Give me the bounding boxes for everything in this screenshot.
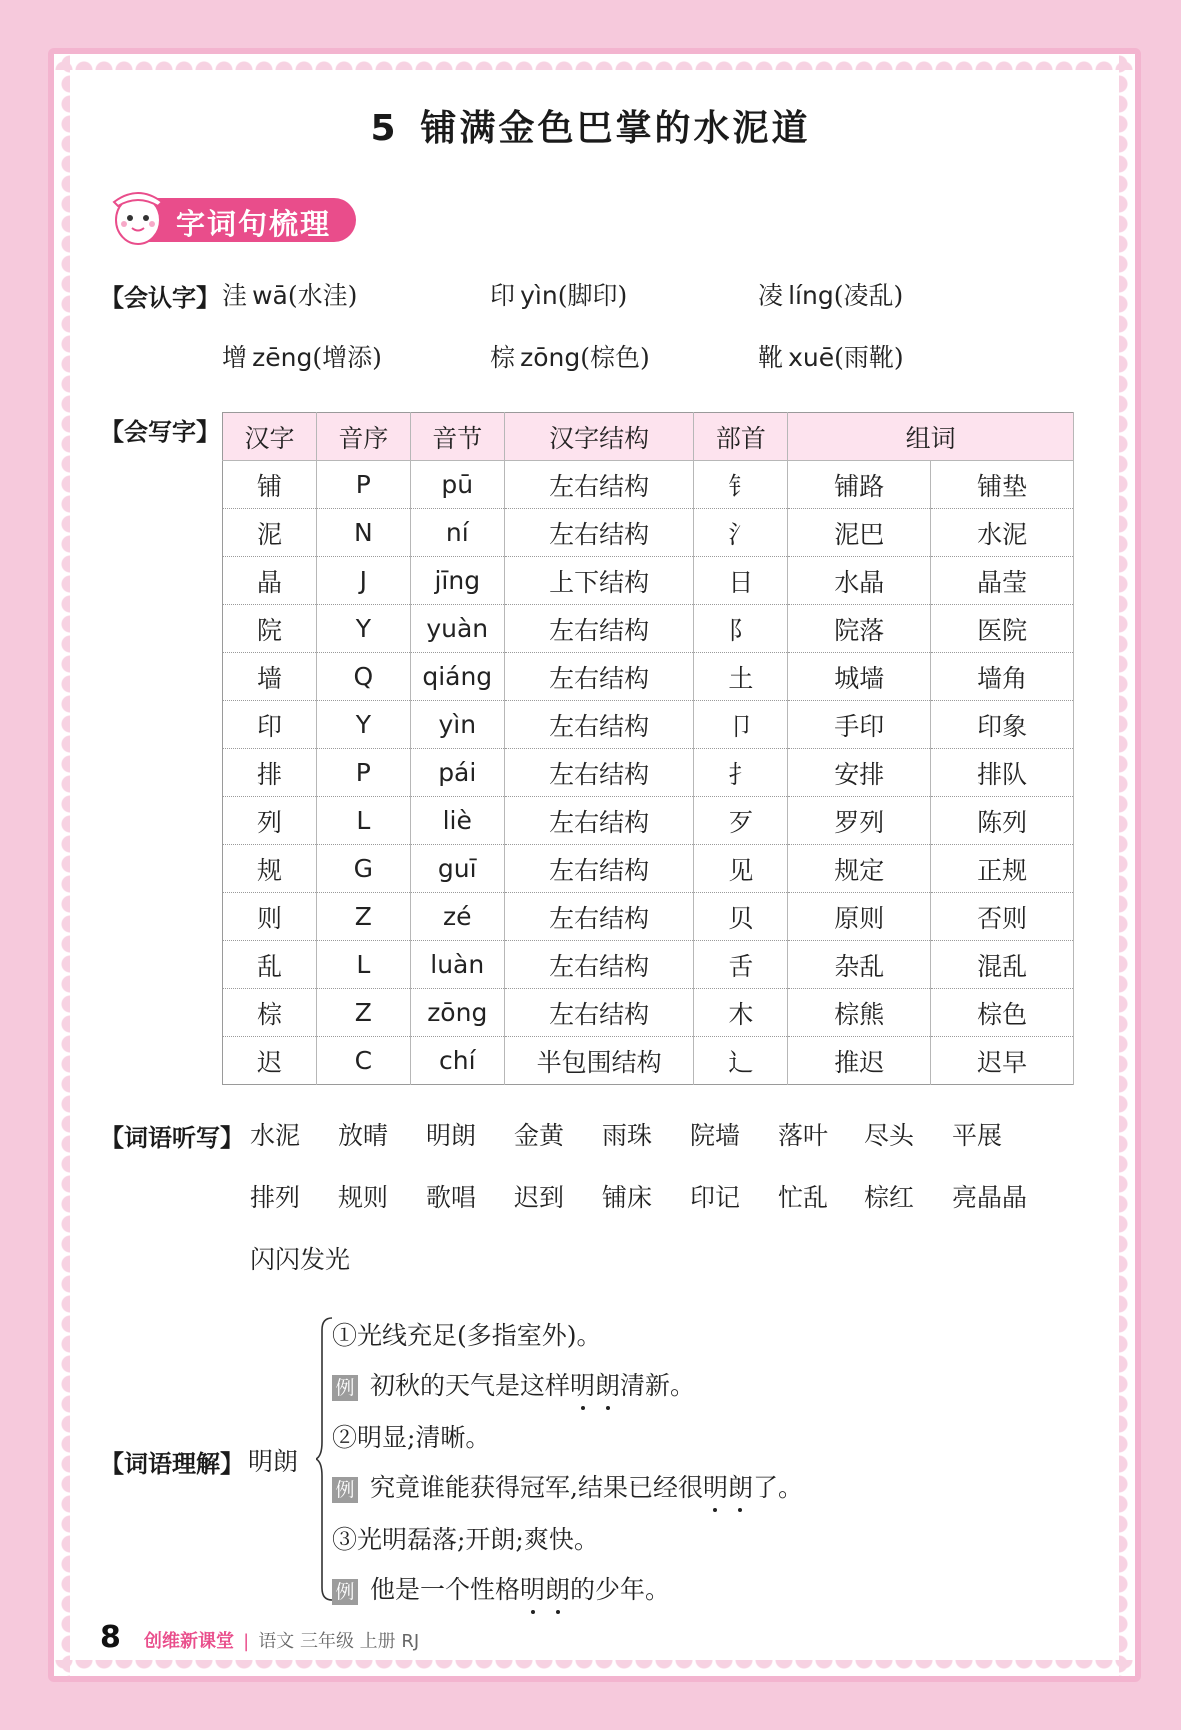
recognize-pinyin: yìn — [520, 281, 558, 310]
lesson-title-text: 铺满金色巴掌的水泥道 — [420, 108, 811, 149]
table-row — [223, 605, 1074, 653]
recognize-char: 棕 — [490, 343, 516, 372]
recognize-label: 【会认字】 — [100, 284, 220, 312]
cell-word-2: 混乱 — [931, 941, 1074, 989]
cell-radical: 土 — [694, 653, 788, 701]
cell-order: J — [316, 557, 410, 605]
cell-radical: 氵 — [694, 509, 788, 557]
cell-char: 规 — [223, 845, 317, 893]
wave-border-bottom — [54, 1660, 1135, 1676]
cell-radical: 扌 — [694, 749, 788, 797]
cell-char: 乱 — [223, 941, 317, 989]
cell-syllable: ní — [410, 509, 504, 557]
cell-order: C — [316, 1037, 410, 1085]
cell-structure: 左右结构 — [504, 749, 694, 797]
cell-word-1: 手印 — [788, 701, 931, 749]
cell-syllable: jīng — [410, 557, 504, 605]
cell-word-2: 棕色 — [931, 989, 1074, 1037]
curly-brace — [316, 1316, 334, 1602]
table-row — [223, 509, 1074, 557]
recognize-char: 靴 — [758, 343, 784, 372]
cell-order: Y — [316, 605, 410, 653]
dictation-word: 迟到 — [514, 1183, 565, 1212]
header-order: 音序 — [316, 413, 410, 461]
cell-structure: 左右结构 — [504, 845, 694, 893]
write-label: 【会写字】 — [100, 418, 220, 446]
cell-radical: 木 — [694, 989, 788, 1037]
cell-order: L — [316, 797, 410, 845]
emphasis-char: 明 — [570, 1371, 596, 1400]
cell-char: 迟 — [223, 1037, 317, 1085]
dotted-word — [703, 1473, 753, 1502]
cell-radical: 日 — [694, 557, 788, 605]
cell-order: N — [316, 509, 410, 557]
definition-2: ②明显;清晰。 — [332, 1423, 491, 1452]
cell-radical: 贝 — [694, 893, 788, 941]
lesson-title — [0, 100, 1181, 151]
recognize-pinyin: líng — [788, 281, 834, 310]
table-row — [223, 989, 1074, 1037]
cell-word-2: 迟早 — [931, 1037, 1074, 1085]
dictation-word: 平展 — [952, 1121, 1003, 1150]
example-tag: 例 — [332, 1477, 358, 1503]
cell-char: 院 — [223, 605, 317, 653]
table-row — [223, 653, 1074, 701]
example-1: 例 初秋的天气是这样明朗清新。 — [332, 1366, 695, 1402]
cell-char: 铺 — [223, 461, 317, 509]
dictation-word: 闪闪发光 — [250, 1245, 351, 1274]
cell-syllable: zé — [410, 893, 504, 941]
recognize-pinyin: zōng — [520, 343, 581, 372]
write-table — [222, 412, 1074, 1085]
cell-char: 泥 — [223, 509, 317, 557]
definition-1: ①光线充足(多指室外)。 — [332, 1321, 602, 1350]
understand-word: 明朗 — [248, 1447, 299, 1476]
wave-border-left — [54, 54, 70, 1676]
example-tag: 例 — [332, 1375, 358, 1401]
cell-syllable: zōng — [410, 989, 504, 1037]
recognize-word: (脚印) — [557, 281, 628, 310]
cell-word-1: 规定 — [788, 845, 931, 893]
cell-radical: 阝 — [694, 605, 788, 653]
cell-structure: 左右结构 — [504, 941, 694, 989]
recognize-word: (棕色) — [580, 343, 650, 372]
table-row — [223, 749, 1074, 797]
cell-char: 墙 — [223, 653, 317, 701]
cell-structure: 左右结构 — [504, 701, 694, 749]
cell-word-1: 铺路 — [788, 461, 931, 509]
recognize-item-4 — [222, 338, 382, 374]
book-info: 语文 三年级 上册 RJ — [258, 1631, 420, 1652]
cell-char: 列 — [223, 797, 317, 845]
recognize-item-1 — [222, 276, 357, 312]
cell-word-2: 铺垫 — [931, 461, 1074, 509]
header-radical: 部首 — [694, 413, 788, 461]
cell-word-1: 城墙 — [788, 653, 931, 701]
cell-structure: 左右结构 — [504, 797, 694, 845]
cell-order: G — [316, 845, 410, 893]
recognize-pinyin: xuē — [788, 343, 835, 372]
cell-syllable: guī — [410, 845, 504, 893]
cell-word-2: 墙角 — [931, 653, 1074, 701]
cell-syllable: qiáng — [410, 653, 504, 701]
cell-syllable: luàn — [410, 941, 504, 989]
page-footer — [100, 1620, 419, 1660]
recognize-pinyin: zēng — [252, 343, 313, 372]
recognize-char: 洼 — [222, 281, 248, 310]
recognize-char: 印 — [490, 281, 516, 310]
brand-name: 创维新课堂 — [143, 1631, 234, 1652]
cell-syllable: yìn — [410, 701, 504, 749]
cell-word-1: 院落 — [788, 605, 931, 653]
cell-char: 则 — [223, 893, 317, 941]
table-row — [223, 893, 1074, 941]
understand-label: 【词语理解】 — [100, 1450, 244, 1478]
cell-word-2: 水泥 — [931, 509, 1074, 557]
cell-syllable: pū — [410, 461, 504, 509]
dictation-word: 规则 — [338, 1183, 389, 1212]
cell-structure: 半包围结构 — [504, 1037, 694, 1085]
cell-char: 排 — [223, 749, 317, 797]
table-row — [223, 845, 1074, 893]
cell-radical: 舌 — [694, 941, 788, 989]
recognize-item-3 — [758, 276, 903, 312]
cell-structure: 左右结构 — [504, 509, 694, 557]
cell-word-1: 推迟 — [788, 1037, 931, 1085]
table-row — [223, 701, 1074, 749]
dictation-word: 尽头 — [864, 1121, 915, 1150]
table-row — [223, 557, 1074, 605]
cell-order: Y — [316, 701, 410, 749]
dictation-word: 排列 — [250, 1183, 301, 1212]
cell-order: L — [316, 941, 410, 989]
table-body — [223, 461, 1074, 1085]
dictation-word: 亮晶晶 — [952, 1183, 1028, 1212]
cell-syllable: chí — [410, 1037, 504, 1085]
header-char: 汉字 — [223, 413, 317, 461]
cell-radical: 卩 — [694, 701, 788, 749]
cell-structure: 左右结构 — [504, 653, 694, 701]
section-badge — [104, 196, 356, 244]
dictation-word: 棕红 — [864, 1183, 915, 1212]
cell-order: Z — [316, 989, 410, 1037]
cell-syllable: liè — [410, 797, 504, 845]
cell-word-1: 原则 — [788, 893, 931, 941]
cell-structure: 左右结构 — [504, 605, 694, 653]
table-row — [223, 797, 1074, 845]
cell-radical: 辶 — [694, 1037, 788, 1085]
dictation-word: 落叶 — [778, 1121, 829, 1150]
dictation-word: 水泥 — [250, 1121, 301, 1150]
cell-word-1: 罗列 — [788, 797, 931, 845]
cell-structure: 左右结构 — [504, 989, 694, 1037]
cell-order: Q — [316, 653, 410, 701]
cell-order: P — [316, 749, 410, 797]
cell-syllable: pái — [410, 749, 504, 797]
page-number: 8 — [100, 1620, 121, 1655]
dictation-word: 歌唱 — [426, 1183, 477, 1212]
cell-word-2: 正规 — [931, 845, 1074, 893]
dotted-word — [570, 1371, 620, 1400]
emphasis-char: 明 — [520, 1575, 546, 1604]
dictation-word: 忙乱 — [778, 1183, 829, 1212]
definition-3: ③光明磊落;开朗;爽快。 — [332, 1525, 599, 1554]
cell-word-2: 排队 — [931, 749, 1074, 797]
cell-radical: 钅 — [694, 461, 788, 509]
header-words: 组词 — [788, 413, 1074, 461]
recognize-word: (凌乱) — [833, 281, 904, 310]
dotted-word — [520, 1575, 570, 1604]
cell-word-2: 医院 — [931, 605, 1074, 653]
dictation-label: 【词语听写】 — [100, 1124, 244, 1152]
mascot-icon — [104, 186, 174, 250]
lesson-number: 5 — [370, 108, 399, 149]
table-row — [223, 461, 1074, 509]
example-2: 例 究竟谁能获得冠军,结果已经很明朗了。 — [332, 1468, 803, 1504]
example-3: 例 他是一个性格明朗的少年。 — [332, 1570, 670, 1606]
dictation-word: 放晴 — [338, 1121, 389, 1150]
cell-radical: 歹 — [694, 797, 788, 845]
cell-word-1: 棕熊 — [788, 989, 931, 1037]
recognize-item-2 — [490, 276, 627, 312]
table-header-row — [223, 413, 1074, 461]
example-tag: 例 — [332, 1579, 358, 1605]
cell-word-1: 杂乱 — [788, 941, 931, 989]
cell-word-1: 安排 — [788, 749, 931, 797]
recognize-word: (水洼) — [287, 281, 358, 310]
cell-char: 印 — [223, 701, 317, 749]
cell-word-1: 泥巴 — [788, 509, 931, 557]
cell-structure: 上下结构 — [504, 557, 694, 605]
dictation-word: 院墙 — [690, 1121, 741, 1150]
dictation-word: 明朗 — [426, 1121, 477, 1150]
wave-border-top — [54, 54, 1135, 70]
emphasis-char: 明 — [702, 1473, 728, 1502]
cell-char: 晶 — [223, 557, 317, 605]
recognize-char: 增 — [222, 343, 248, 372]
cell-char: 棕 — [223, 989, 317, 1037]
header-syllable: 音节 — [410, 413, 504, 461]
dictation-word: 印记 — [690, 1183, 741, 1212]
cell-structure: 左右结构 — [504, 893, 694, 941]
recognize-item-6 — [758, 338, 904, 374]
cell-word-2: 晶莹 — [931, 557, 1074, 605]
recognize-pinyin: wā — [252, 281, 288, 310]
cell-word-2: 否则 — [931, 893, 1074, 941]
emphasis-char: 朗 — [595, 1371, 621, 1400]
cell-structure: 左右结构 — [504, 461, 694, 509]
recognize-char: 凌 — [758, 281, 784, 310]
emphasis-char: 朗 — [545, 1575, 571, 1604]
footer-separator: | — [243, 1631, 250, 1652]
cell-order: P — [316, 461, 410, 509]
cell-word-2: 印象 — [931, 701, 1074, 749]
header-structure: 汉字结构 — [504, 413, 694, 461]
recognize-word: (雨靴) — [834, 343, 904, 372]
recognize-word: (增添) — [312, 343, 382, 372]
section-label: 字词句梳理 — [176, 207, 332, 241]
table-row — [223, 941, 1074, 989]
cell-radical: 见 — [694, 845, 788, 893]
recognize-item-5 — [490, 338, 650, 374]
emphasis-char: 朗 — [727, 1473, 753, 1502]
cell-word-2: 陈列 — [931, 797, 1074, 845]
table-row — [223, 1037, 1074, 1085]
dictation-word: 铺床 — [602, 1183, 653, 1212]
wave-border-right — [1119, 54, 1135, 1676]
cell-word-1: 水晶 — [788, 557, 931, 605]
cell-syllable: yuàn — [410, 605, 504, 653]
dictation-word: 金黄 — [514, 1121, 565, 1150]
dictation-word: 雨珠 — [602, 1121, 653, 1150]
cell-order: Z — [316, 893, 410, 941]
